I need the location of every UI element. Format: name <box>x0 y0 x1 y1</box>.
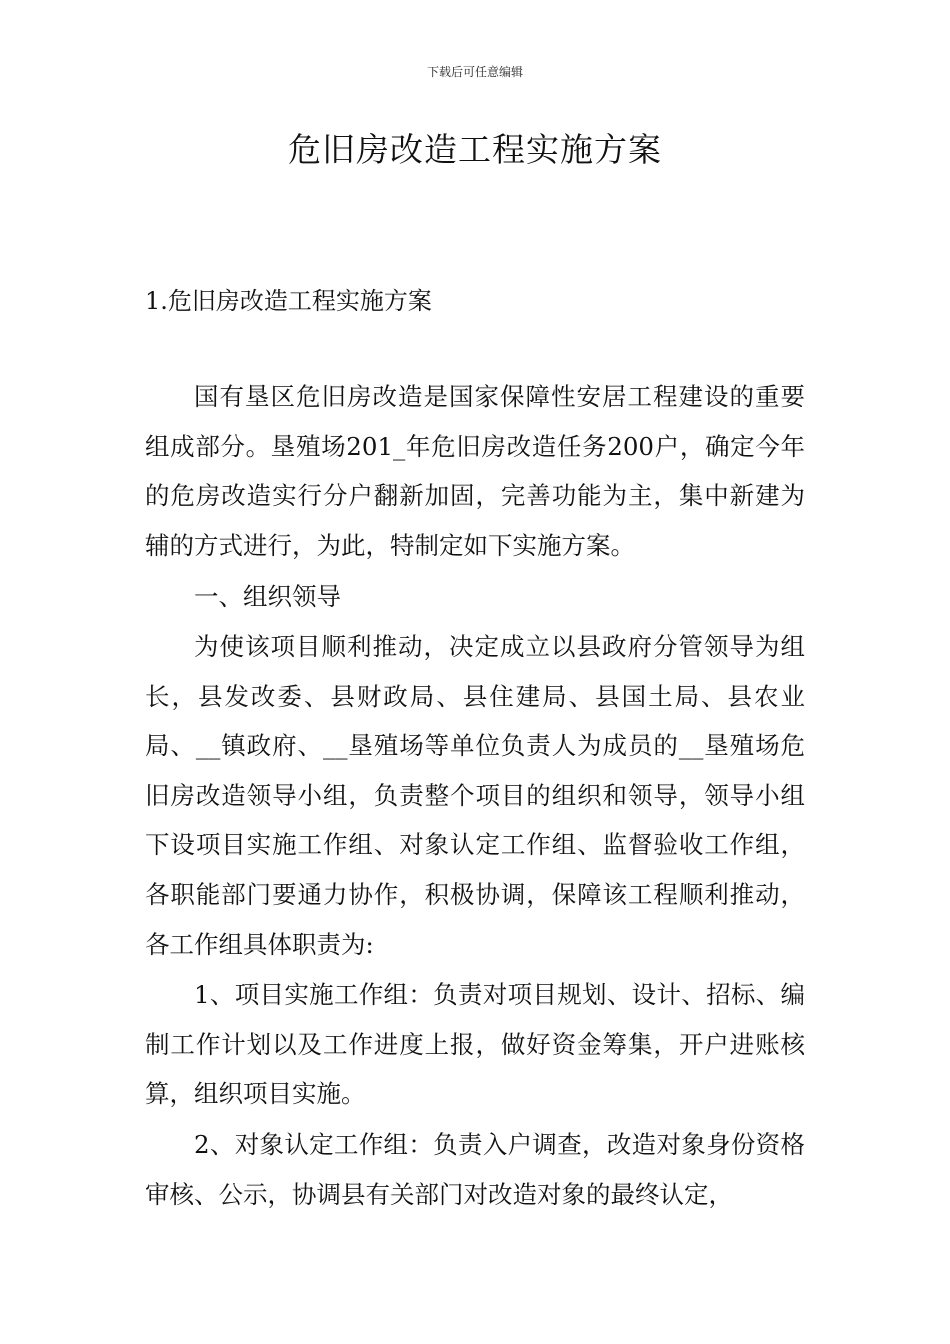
paragraph-identification-group: 2、对象认定工作组：负责入户调查，改造对象身份资格审核、公示，协调县有关部门对改造对象的最终认定， <box>145 1130 805 1209</box>
document-title: 危旧房改造工程实施方案 <box>288 130 662 169</box>
section-heading: 1.危旧房改造工程实施方案 <box>145 287 432 315</box>
header-note: 下载后可任意编辑 <box>426 65 523 79</box>
subheading-organization: 一、组织领导 <box>194 582 341 611</box>
paragraph-intro: 国有垦区危旧房改造是国家保障性安居工程建设的重要组成部分。垦殖场201_年危旧房改造任务200户，确定今年的危房改造实行分户翻新加固，完善功能为主，集中新建为辅的方式进行，为此，特制定如下实施方案。 <box>145 382 805 560</box>
paragraph-implementation-group: 1、项目实施工作组：负责对项目规划、设计、招标、编制工作计划以及工作进度上报，做好资金筹集，开户进账核算，组织项目实施。 <box>145 980 805 1109</box>
paragraph-organization: 为使该项目顺利推动，决定成立以县政府分管领导为组长，县发改委、县财政局、县住建局、县国土局、县农业局、__镇政府、__垦殖场等单位负责人为成员的__垦殖场危旧房改造领导小组，负责整个项目的组织和领导，领导小组下设项目实施工作组、对象认定工作组、监督验收工作组，各职能部门要通力协作，积极协调，保障该工程顺利推动，各工作组具体职责为: <box>145 632 805 959</box>
